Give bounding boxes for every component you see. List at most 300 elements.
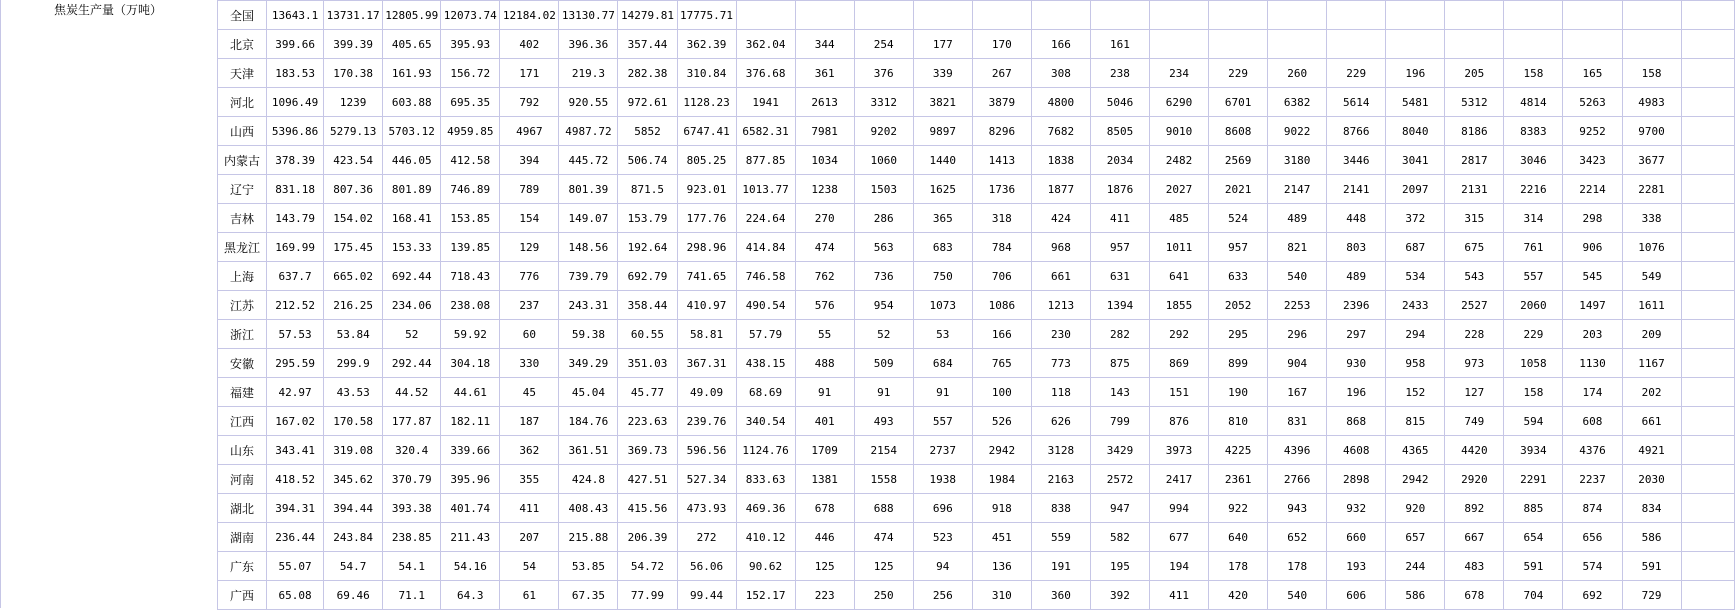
data-cell[interactable]: 308: [1031, 59, 1090, 88]
data-cell[interactable]: 485: [1150, 204, 1209, 233]
region-name-cell[interactable]: 北京: [218, 30, 267, 59]
data-cell[interactable]: 166: [972, 320, 1031, 349]
data-cell[interactable]: 527.34: [677, 465, 736, 494]
data-cell[interactable]: 44.52: [383, 378, 441, 407]
data-cell[interactable]: 339: [913, 59, 972, 88]
data-cell[interactable]: 2527: [1445, 291, 1504, 320]
data-cell[interactable]: 294: [1386, 320, 1445, 349]
data-cell[interactable]: 167: [1268, 378, 1327, 407]
data-cell[interactable]: 358.44: [618, 291, 677, 320]
region-name-cell[interactable]: 湖南: [218, 523, 267, 552]
data-cell[interactable]: 687: [1386, 233, 1445, 262]
data-cell[interactable]: 2216: [1504, 175, 1563, 204]
data-cell[interactable]: 5279.13: [324, 117, 383, 146]
data-cell[interactable]: 297: [1327, 320, 1386, 349]
data-cell[interactable]: 13731.17: [324, 1, 383, 30]
data-cell[interactable]: 488: [795, 349, 854, 378]
data-cell[interactable]: 174: [1563, 378, 1622, 407]
data-cell[interactable]: 6747.41: [677, 117, 736, 146]
data-cell[interactable]: 360: [1031, 581, 1090, 610]
data-cell[interactable]: 357.44: [618, 30, 677, 59]
data-cell[interactable]: 678: [1445, 581, 1504, 610]
region-name-cell[interactable]: 江西: [218, 407, 267, 436]
empty-cell[interactable]: [1681, 552, 1734, 581]
data-cell[interactable]: 91: [913, 378, 972, 407]
data-cell[interactable]: 803: [1327, 233, 1386, 262]
data-cell[interactable]: 59.92: [441, 320, 500, 349]
data-cell[interactable]: 395.93: [441, 30, 500, 59]
region-name-cell[interactable]: 山西: [218, 117, 267, 146]
data-cell[interactable]: 922: [1209, 494, 1268, 523]
data-cell[interactable]: 718.43: [441, 262, 500, 291]
data-cell[interactable]: 411: [500, 494, 559, 523]
data-cell[interactable]: 1413: [972, 146, 1031, 175]
data-cell[interactable]: 153.79: [618, 204, 677, 233]
empty-cell[interactable]: [1681, 349, 1734, 378]
data-cell[interactable]: 762: [795, 262, 854, 291]
empty-cell[interactable]: [1681, 291, 1734, 320]
data-cell[interactable]: 574: [1563, 552, 1622, 581]
data-cell[interactable]: 4376: [1563, 436, 1622, 465]
data-cell[interactable]: 69.46: [324, 581, 383, 610]
data-cell[interactable]: 661: [1031, 262, 1090, 291]
data-cell[interactable]: 367.31: [677, 349, 736, 378]
data-cell[interactable]: 9897: [913, 117, 972, 146]
data-cell[interactable]: 125: [854, 552, 913, 581]
data-cell[interactable]: 789: [500, 175, 559, 204]
data-cell[interactable]: 393.38: [383, 494, 441, 523]
data-cell[interactable]: 3973: [1150, 436, 1209, 465]
data-cell[interactable]: 5312: [1445, 88, 1504, 117]
data-cell[interactable]: [1090, 1, 1149, 30]
data-cell[interactable]: 920: [1386, 494, 1445, 523]
data-cell[interactable]: 773: [1031, 349, 1090, 378]
data-cell[interactable]: 229: [1504, 320, 1563, 349]
data-cell[interactable]: 540: [1268, 262, 1327, 291]
data-cell[interactable]: 3041: [1386, 146, 1445, 175]
data-cell[interactable]: 304.18: [441, 349, 500, 378]
data-cell[interactable]: 153.33: [383, 233, 441, 262]
data-cell[interactable]: 362.04: [736, 30, 795, 59]
data-cell[interactable]: 395.96: [441, 465, 500, 494]
data-cell[interactable]: 594: [1504, 407, 1563, 436]
data-cell[interactable]: 509: [854, 349, 913, 378]
data-cell[interactable]: 64.3: [441, 581, 500, 610]
data-cell[interactable]: [1327, 1, 1386, 30]
data-cell[interactable]: 6290: [1150, 88, 1209, 117]
data-cell[interactable]: 5396.86: [267, 117, 324, 146]
data-cell[interactable]: 608: [1563, 407, 1622, 436]
data-cell[interactable]: 678: [795, 494, 854, 523]
data-cell[interactable]: [1209, 1, 1268, 30]
data-cell[interactable]: 2030: [1622, 465, 1681, 494]
data-cell[interactable]: 169.99: [267, 233, 324, 262]
data-cell[interactable]: 9252: [1563, 117, 1622, 146]
data-cell[interactable]: 8505: [1090, 117, 1149, 146]
data-cell[interactable]: 1876: [1090, 175, 1149, 204]
data-cell[interactable]: 52: [383, 320, 441, 349]
data-cell[interactable]: 899: [1209, 349, 1268, 378]
data-cell[interactable]: [1386, 30, 1445, 59]
data-cell[interactable]: 490.54: [736, 291, 795, 320]
data-cell[interactable]: 833.63: [736, 465, 795, 494]
data-cell[interactable]: 54.1: [383, 552, 441, 581]
data-cell[interactable]: 100: [972, 378, 1031, 407]
data-cell[interactable]: 1130: [1563, 349, 1622, 378]
empty-cell[interactable]: [1681, 204, 1734, 233]
data-cell[interactable]: 71.1: [383, 581, 441, 610]
data-cell[interactable]: 586: [1622, 523, 1681, 552]
data-cell[interactable]: 267: [972, 59, 1031, 88]
data-cell[interactable]: [1504, 1, 1563, 30]
data-cell[interactable]: 7981: [795, 117, 854, 146]
data-cell[interactable]: 158: [1504, 378, 1563, 407]
data-cell[interactable]: 549: [1622, 262, 1681, 291]
empty-cell[interactable]: [1681, 465, 1734, 494]
data-cell[interactable]: 2766: [1268, 465, 1327, 494]
data-cell[interactable]: 8186: [1445, 117, 1504, 146]
region-name-cell[interactable]: 河南: [218, 465, 267, 494]
empty-cell[interactable]: [1681, 233, 1734, 262]
data-cell[interactable]: 4814: [1504, 88, 1563, 117]
data-cell[interactable]: 2154: [854, 436, 913, 465]
data-cell[interactable]: 631: [1090, 262, 1149, 291]
data-cell[interactable]: 61: [500, 581, 559, 610]
data-cell[interactable]: 361: [795, 59, 854, 88]
data-cell[interactable]: 338: [1622, 204, 1681, 233]
data-cell[interactable]: 94: [913, 552, 972, 581]
data-cell[interactable]: 149.07: [559, 204, 618, 233]
data-cell[interactable]: 2131: [1445, 175, 1504, 204]
data-cell[interactable]: 182.11: [441, 407, 500, 436]
region-name-cell[interactable]: 上海: [218, 262, 267, 291]
region-name-cell[interactable]: 山东: [218, 436, 267, 465]
data-cell[interactable]: 1013.77: [736, 175, 795, 204]
data-cell[interactable]: 12805.99: [383, 1, 441, 30]
data-cell[interactable]: 178: [1268, 552, 1327, 581]
data-cell[interactable]: 2141: [1327, 175, 1386, 204]
data-cell[interactable]: [1622, 1, 1681, 30]
data-cell[interactable]: 3677: [1622, 146, 1681, 175]
data-cell[interactable]: 661: [1622, 407, 1681, 436]
data-cell[interactable]: 355: [500, 465, 559, 494]
data-cell[interactable]: 236.44: [267, 523, 324, 552]
data-cell[interactable]: 55.07: [267, 552, 324, 581]
data-cell[interactable]: 1984: [972, 465, 1031, 494]
data-cell[interactable]: 224.64: [736, 204, 795, 233]
data-cell[interactable]: 238.85: [383, 523, 441, 552]
data-cell[interactable]: 396.36: [559, 30, 618, 59]
data-cell[interactable]: 212.52: [267, 291, 324, 320]
data-cell[interactable]: 834: [1622, 494, 1681, 523]
data-cell[interactable]: [1327, 30, 1386, 59]
data-cell[interactable]: 557: [1504, 262, 1563, 291]
data-cell[interactable]: [1504, 30, 1563, 59]
data-cell[interactable]: 14279.81: [618, 1, 677, 30]
data-cell[interactable]: 448: [1327, 204, 1386, 233]
data-cell[interactable]: 229: [1327, 59, 1386, 88]
data-cell[interactable]: 1625: [913, 175, 972, 204]
data-cell[interactable]: 270: [795, 204, 854, 233]
data-cell[interactable]: 954: [854, 291, 913, 320]
data-cell[interactable]: 196: [1386, 59, 1445, 88]
data-cell[interactable]: 59.38: [559, 320, 618, 349]
data-cell[interactable]: [1268, 30, 1327, 59]
data-cell[interactable]: 365: [913, 204, 972, 233]
data-cell[interactable]: 203: [1563, 320, 1622, 349]
data-cell[interactable]: [795, 1, 854, 30]
data-cell[interactable]: 2060: [1504, 291, 1563, 320]
data-cell[interactable]: 3429: [1090, 436, 1149, 465]
empty-cell[interactable]: [1681, 436, 1734, 465]
data-cell[interactable]: 56.06: [677, 552, 736, 581]
data-cell[interactable]: 2147: [1268, 175, 1327, 204]
data-cell[interactable]: 298: [1563, 204, 1622, 233]
data-cell[interactable]: 1128.23: [677, 88, 736, 117]
data-cell[interactable]: 319.08: [324, 436, 383, 465]
data-cell[interactable]: 243.84: [324, 523, 383, 552]
data-cell[interactable]: 1238: [795, 175, 854, 204]
data-cell[interactable]: 298.96: [677, 233, 736, 262]
data-cell[interactable]: 194: [1150, 552, 1209, 581]
data-cell[interactable]: 45: [500, 378, 559, 407]
data-cell[interactable]: 692.79: [618, 262, 677, 291]
data-cell[interactable]: 1611: [1622, 291, 1681, 320]
data-cell[interactable]: 215.88: [559, 523, 618, 552]
data-cell[interactable]: 5614: [1327, 88, 1386, 117]
data-cell[interactable]: 239.76: [677, 407, 736, 436]
data-cell[interactable]: 654: [1504, 523, 1563, 552]
empty-cell[interactable]: [1681, 146, 1734, 175]
data-cell[interactable]: 401: [795, 407, 854, 436]
data-cell[interactable]: 345.62: [324, 465, 383, 494]
data-cell[interactable]: 292: [1150, 320, 1209, 349]
data-cell[interactable]: 178: [1209, 552, 1268, 581]
data-cell[interactable]: 127: [1445, 378, 1504, 407]
data-cell[interactable]: 1736: [972, 175, 1031, 204]
data-cell[interactable]: 805.25: [677, 146, 736, 175]
region-name-cell[interactable]: 江苏: [218, 291, 267, 320]
data-cell[interactable]: 2214: [1563, 175, 1622, 204]
empty-cell[interactable]: [1681, 30, 1734, 59]
data-cell[interactable]: 506.74: [618, 146, 677, 175]
data-cell[interactable]: 399.66: [267, 30, 324, 59]
empty-cell[interactable]: [1681, 175, 1734, 204]
data-cell[interactable]: 918: [972, 494, 1031, 523]
data-cell[interactable]: 741.65: [677, 262, 736, 291]
data-cell[interactable]: 473.93: [677, 494, 736, 523]
data-cell[interactable]: 299.9: [324, 349, 383, 378]
data-cell[interactable]: 207: [500, 523, 559, 552]
data-cell[interactable]: 65.08: [267, 581, 324, 610]
data-cell[interactable]: 243.31: [559, 291, 618, 320]
data-cell[interactable]: 330: [500, 349, 559, 378]
data-cell[interactable]: 153.85: [441, 204, 500, 233]
empty-cell[interactable]: [1681, 494, 1734, 523]
data-cell[interactable]: 349.29: [559, 349, 618, 378]
data-cell[interactable]: 344: [795, 30, 854, 59]
data-cell[interactable]: 405.65: [383, 30, 441, 59]
data-cell[interactable]: 683: [913, 233, 972, 262]
data-cell[interactable]: 228: [1445, 320, 1504, 349]
data-cell[interactable]: [1150, 1, 1209, 30]
data-cell[interactable]: 947: [1090, 494, 1149, 523]
data-cell[interactable]: 871.5: [618, 175, 677, 204]
data-cell[interactable]: 1124.76: [736, 436, 795, 465]
data-cell[interactable]: 52: [854, 320, 913, 349]
data-cell[interactable]: 158: [1622, 59, 1681, 88]
data-cell[interactable]: 170.38: [324, 59, 383, 88]
data-cell[interactable]: 446.05: [383, 146, 441, 175]
data-cell[interactable]: 660: [1327, 523, 1386, 552]
region-name-cell[interactable]: 安徽: [218, 349, 267, 378]
data-cell[interactable]: 543: [1445, 262, 1504, 291]
data-cell[interactable]: 801.89: [383, 175, 441, 204]
data-cell[interactable]: 885: [1504, 494, 1563, 523]
data-cell[interactable]: 229: [1209, 59, 1268, 88]
data-cell[interactable]: 876: [1150, 407, 1209, 436]
data-cell[interactable]: 9010: [1150, 117, 1209, 146]
row-header-cell[interactable]: [0, 0, 218, 608]
data-cell[interactable]: 523: [913, 523, 972, 552]
data-cell[interactable]: 196: [1327, 378, 1386, 407]
data-cell[interactable]: 191: [1031, 552, 1090, 581]
data-cell[interactable]: 1060: [854, 146, 913, 175]
region-name-cell[interactable]: 广西: [218, 581, 267, 610]
data-cell[interactable]: 2291: [1504, 465, 1563, 494]
data-cell[interactable]: [1622, 30, 1681, 59]
data-cell[interactable]: 376.68: [736, 59, 795, 88]
data-cell[interactable]: 161: [1090, 30, 1149, 59]
data-cell[interactable]: 684: [913, 349, 972, 378]
data-cell[interactable]: 750: [913, 262, 972, 291]
data-cell[interactable]: 423.54: [324, 146, 383, 175]
data-cell[interactable]: 170: [972, 30, 1031, 59]
data-cell[interactable]: 1034: [795, 146, 854, 175]
data-cell[interactable]: 250: [854, 581, 913, 610]
data-cell[interactable]: 9202: [854, 117, 913, 146]
data-cell[interactable]: 118: [1031, 378, 1090, 407]
data-cell[interactable]: [1150, 30, 1209, 59]
data-cell[interactable]: 3312: [854, 88, 913, 117]
data-cell[interactable]: 340.54: [736, 407, 795, 436]
data-cell[interactable]: 930: [1327, 349, 1386, 378]
data-cell[interactable]: 295.59: [267, 349, 324, 378]
data-cell[interactable]: 4800: [1031, 88, 1090, 117]
data-cell[interactable]: 667: [1445, 523, 1504, 552]
data-cell[interactable]: [972, 1, 1031, 30]
data-cell[interactable]: 211.43: [441, 523, 500, 552]
data-cell[interactable]: 652: [1268, 523, 1327, 552]
data-cell[interactable]: 4983: [1622, 88, 1681, 117]
data-cell[interactable]: 4967: [500, 117, 559, 146]
data-cell[interactable]: 57.53: [267, 320, 324, 349]
data-cell[interactable]: 8608: [1209, 117, 1268, 146]
data-cell[interactable]: 2572: [1090, 465, 1149, 494]
data-cell[interactable]: 8383: [1504, 117, 1563, 146]
data-cell[interactable]: 792: [500, 88, 559, 117]
data-cell[interactable]: [1031, 1, 1090, 30]
data-cell[interactable]: 378.39: [267, 146, 324, 175]
data-cell[interactable]: 2034: [1090, 146, 1149, 175]
data-cell[interactable]: 170.58: [324, 407, 383, 436]
data-cell[interactable]: 2482: [1150, 146, 1209, 175]
data-cell[interactable]: 370.79: [383, 465, 441, 494]
data-cell[interactable]: 4396: [1268, 436, 1327, 465]
data-cell[interactable]: 187: [500, 407, 559, 436]
region-name-cell[interactable]: 黑龙江: [218, 233, 267, 262]
data-cell[interactable]: 410.97: [677, 291, 736, 320]
data-cell[interactable]: 314: [1504, 204, 1563, 233]
data-cell[interactable]: 295: [1209, 320, 1268, 349]
data-cell[interactable]: 91: [854, 378, 913, 407]
data-cell[interactable]: 6701: [1209, 88, 1268, 117]
data-cell[interactable]: 60.55: [618, 320, 677, 349]
data-cell[interactable]: 424.8: [559, 465, 618, 494]
data-cell[interactable]: 394.44: [324, 494, 383, 523]
data-cell[interactable]: 3821: [913, 88, 972, 117]
data-cell[interactable]: 438.15: [736, 349, 795, 378]
data-cell[interactable]: 260: [1268, 59, 1327, 88]
data-cell[interactable]: 151: [1150, 378, 1209, 407]
data-cell[interactable]: 626: [1031, 407, 1090, 436]
data-cell[interactable]: 692.44: [383, 262, 441, 291]
data-cell[interactable]: 1497: [1563, 291, 1622, 320]
data-cell[interactable]: 234.06: [383, 291, 441, 320]
data-cell[interactable]: [913, 1, 972, 30]
data-cell[interactable]: 3046: [1504, 146, 1563, 175]
data-cell[interactable]: 923.01: [677, 175, 736, 204]
data-cell[interactable]: 695.35: [441, 88, 500, 117]
data-cell[interactable]: 540: [1268, 581, 1327, 610]
data-cell[interactable]: 576: [795, 291, 854, 320]
empty-cell[interactable]: [1681, 378, 1734, 407]
data-cell[interactable]: 746.58: [736, 262, 795, 291]
data-cell[interactable]: 1073: [913, 291, 972, 320]
data-cell[interactable]: 45.77: [618, 378, 677, 407]
data-cell[interactable]: 765: [972, 349, 1031, 378]
data-cell[interactable]: 957: [1209, 233, 1268, 262]
data-cell[interactable]: 238.08: [441, 291, 500, 320]
data-cell[interactable]: 943: [1268, 494, 1327, 523]
data-cell[interactable]: 67.35: [559, 581, 618, 610]
data-cell[interactable]: 2569: [1209, 146, 1268, 175]
data-cell[interactable]: 410.12: [736, 523, 795, 552]
data-cell[interactable]: 343.41: [267, 436, 324, 465]
data-cell[interactable]: 3423: [1563, 146, 1622, 175]
data-cell[interactable]: 469.36: [736, 494, 795, 523]
data-cell[interactable]: 411: [1090, 204, 1149, 233]
data-cell[interactable]: 1440: [913, 146, 972, 175]
data-cell[interactable]: 6382: [1268, 88, 1327, 117]
data-cell[interactable]: 192.64: [618, 233, 677, 262]
data-cell[interactable]: 451: [972, 523, 1031, 552]
data-cell[interactable]: 591: [1622, 552, 1681, 581]
data-cell[interactable]: 2920: [1445, 465, 1504, 494]
data-cell[interactable]: 1503: [854, 175, 913, 204]
region-name-cell[interactable]: 浙江: [218, 320, 267, 349]
data-cell[interactable]: 2613: [795, 88, 854, 117]
data-cell[interactable]: [1209, 30, 1268, 59]
data-cell[interactable]: 776: [500, 262, 559, 291]
data-cell[interactable]: 55: [795, 320, 854, 349]
data-cell[interactable]: 411: [1150, 581, 1209, 610]
data-cell[interactable]: 545: [1563, 262, 1622, 291]
data-cell[interactable]: 5852: [618, 117, 677, 146]
data-cell[interactable]: 2396: [1327, 291, 1386, 320]
data-cell[interactable]: 12184.02: [500, 1, 559, 30]
data-cell[interactable]: 161.93: [383, 59, 441, 88]
